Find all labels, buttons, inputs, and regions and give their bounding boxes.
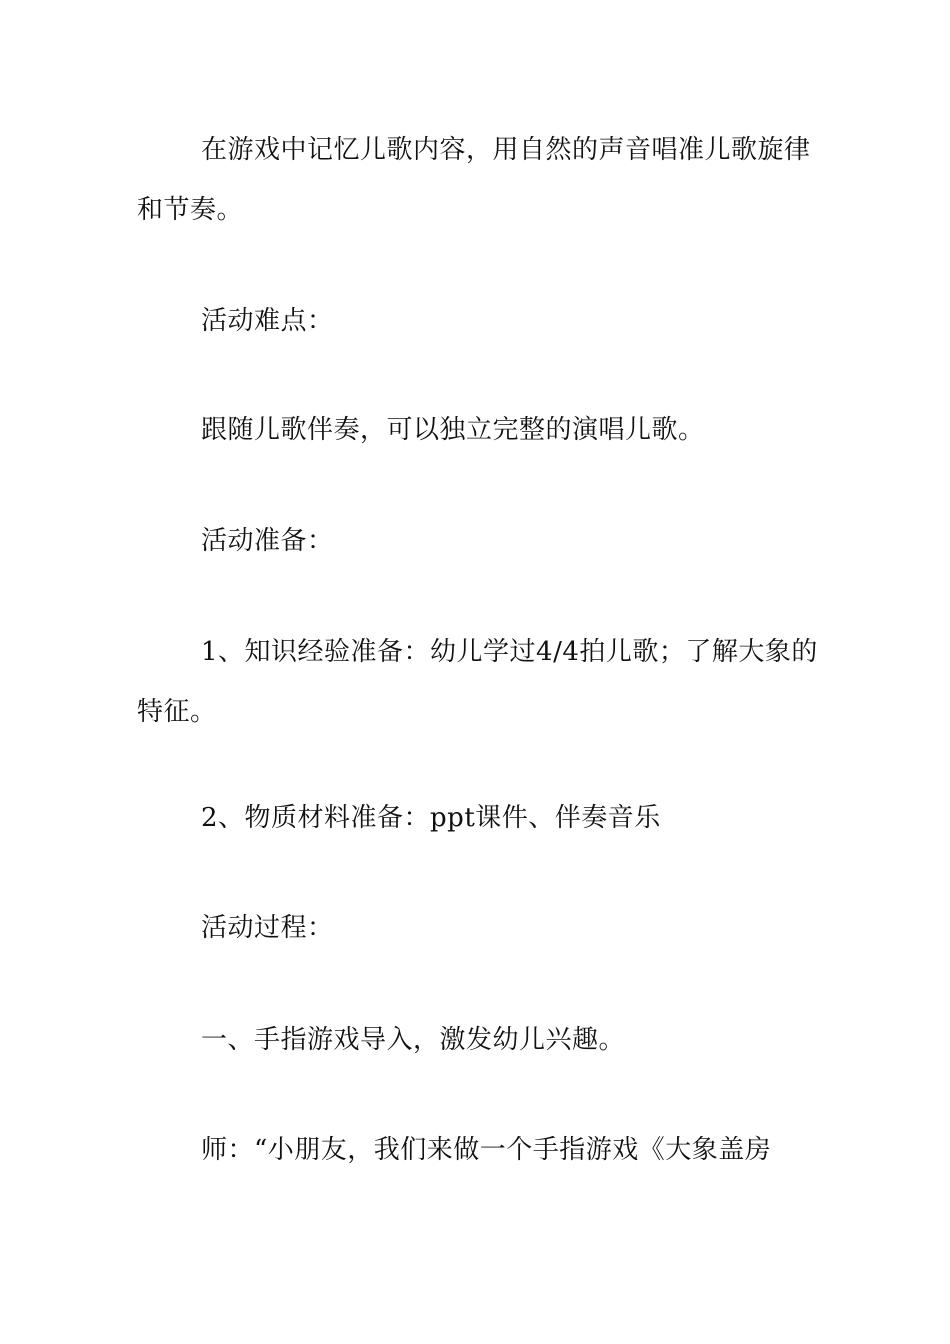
heading-preparation: 活动准备：: [201, 526, 334, 556]
paragraph-teacher-speech: 师：“小朋友，我们来做一个手指游戏《大象盖房: [201, 1135, 772, 1165]
paragraph-knowledge-prep: 1、知识经验准备：幼儿学过4/4拍儿歌；了解大象的特征。: [137, 637, 818, 727]
heading-difficulty: 活动难点：: [201, 306, 334, 336]
paragraph-step-one: 一、手指游戏导入，激发幼儿兴趣。: [201, 1025, 626, 1055]
paragraph-material-prep: 2、物质材料准备：ppt课件、伴奏音乐: [201, 803, 661, 833]
heading-process: 活动过程：: [201, 913, 334, 943]
paragraph-difficulty: 跟随儿歌伴奏，可以独立完整的演唱儿歌。: [201, 415, 705, 445]
paragraph-goal: 在游戏中记忆儿歌内容，用自然的声音唱准儿歌旋律和节奏。: [137, 135, 811, 225]
